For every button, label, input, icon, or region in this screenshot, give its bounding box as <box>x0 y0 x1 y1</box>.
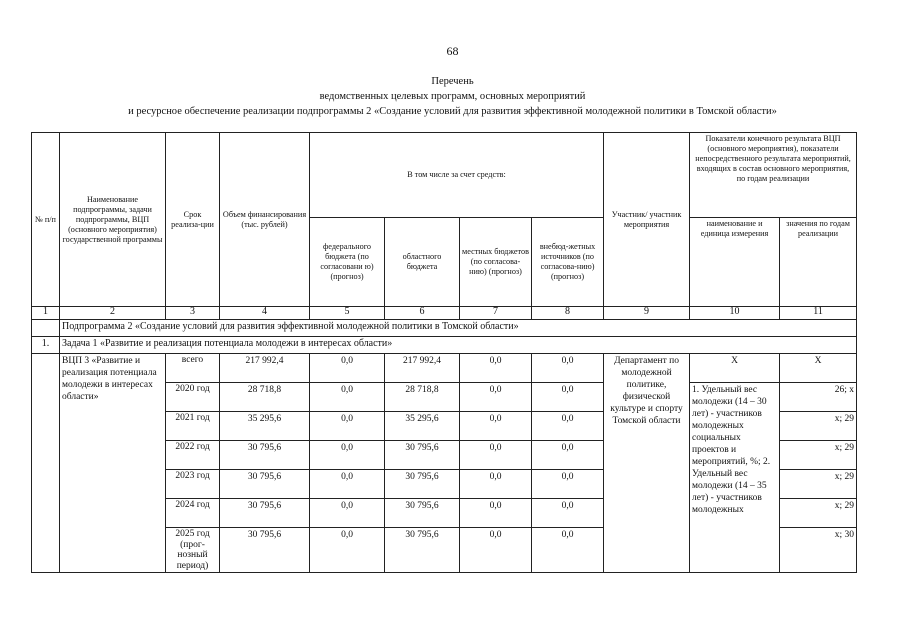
extra-cell: 0,0 <box>532 470 604 499</box>
header-indicator-name: наименование и единица измерения <box>690 218 780 307</box>
title-line-2: ведомственных целевых программ, основных мероприятий <box>319 91 586 102</box>
document-title <box>20 74 885 119</box>
federal-cell: 0,0 <box>310 354 385 383</box>
header-num: № п/п <box>32 133 60 307</box>
column-number: 9 <box>604 307 690 320</box>
local-cell: 0,0 <box>460 528 532 573</box>
federal-cell: 0,0 <box>310 499 385 528</box>
header-extra: внебюд-жетных источников (по согласова-нию) (прогноз) <box>532 218 604 307</box>
header-row-1 <box>32 133 857 218</box>
program-name: ВЦП 3 «Развитие и реализация потенциала молодежи в интересах области» <box>60 354 166 573</box>
local-cell: 0,0 <box>460 383 532 412</box>
header-volume: Объем финансирования (тыс. рублей) <box>220 133 310 307</box>
indicator-text: 1. Удельный вес молодежи (14 – 30 лет) - участников молодежных социальных проектов и мероприятий, %; 2. Удельный вес молодежи (14 – 35 лет) - участников молодежных <box>690 383 780 573</box>
federal-cell: 0,0 <box>310 441 385 470</box>
federal-cell: 0,0 <box>310 470 385 499</box>
header-term: Срок реализа-ции <box>166 133 220 307</box>
column-number: 11 <box>780 307 857 320</box>
extra-cell: 0,0 <box>532 441 604 470</box>
column-number: 1 <box>32 307 60 320</box>
column-number: 3 <box>166 307 220 320</box>
task-num: 1. <box>32 337 60 354</box>
header-indicators-group: Показатели конечного результата ВЦП (основного мероприятия), показатели непосредственного результата мероприятий, входящих в состав основного мероприятия, по годам реализации <box>690 133 857 218</box>
participant-cell: Департамент по молодежной политике, физической культуре и спорту Томской области <box>604 354 690 573</box>
period-cell: 2021 год <box>166 412 220 441</box>
federal-cell: 0,0 <box>310 383 385 412</box>
header-regional: областного бюджета <box>385 218 460 307</box>
header-name: Наименование подпрограммы, задачи подпрограммы, ВЦП (основного мероприятия) государственной программы <box>60 133 166 307</box>
subprogram-row <box>32 320 857 337</box>
regional-cell: 35 295,6 <box>385 412 460 441</box>
period-cell: 2024 год <box>166 499 220 528</box>
local-cell: 0,0 <box>460 499 532 528</box>
extra-cell: 0,0 <box>532 354 604 383</box>
regional-cell: 30 795,6 <box>385 470 460 499</box>
total-cell: 28 718,8 <box>220 383 310 412</box>
extra-cell: 0,0 <box>532 528 604 573</box>
extra-cell: 0,0 <box>532 499 604 528</box>
total-cell: 217 992,4 <box>220 354 310 383</box>
indicator-value-header: Х <box>780 354 857 383</box>
federal-cell: 0,0 <box>310 528 385 573</box>
title-line-3: и ресурсное обеспечение реализации подпрограммы 2 «Создание условий для развития эффективной молодежной политики в Томской области» <box>128 106 777 117</box>
column-number: 7 <box>460 307 532 320</box>
regional-cell: 30 795,6 <box>385 528 460 573</box>
period-cell: 2025 год (прог-нозный период) <box>166 528 220 573</box>
indicator-value: х; 29 <box>780 470 857 499</box>
extra-cell: 0,0 <box>532 383 604 412</box>
period-cell: 2022 год <box>166 441 220 470</box>
header-local: местных бюджетов (по согласова-нию) (прогноз) <box>460 218 532 307</box>
total-cell: 30 795,6 <box>220 441 310 470</box>
title-line-1: Перечень <box>431 76 474 87</box>
local-cell: 0,0 <box>460 412 532 441</box>
period-cell: 2023 год <box>166 470 220 499</box>
column-number: 6 <box>385 307 460 320</box>
program-num-cell <box>32 354 60 573</box>
total-cell: 30 795,6 <box>220 470 310 499</box>
regional-cell: 30 795,6 <box>385 499 460 528</box>
indicator-value: х; 29 <box>780 412 857 441</box>
indicator-value: х; 29 <box>780 499 857 528</box>
indicator-value: х; 30 <box>780 528 857 573</box>
column-number: 2 <box>60 307 166 320</box>
local-cell: 0,0 <box>460 470 532 499</box>
period-cell: 2020 год <box>166 383 220 412</box>
local-cell: 0,0 <box>460 354 532 383</box>
extra-cell: 0,0 <box>532 412 604 441</box>
subprogram-num-cell <box>32 320 60 337</box>
total-cell: 30 795,6 <box>220 528 310 573</box>
column-numbers-row <box>32 307 857 320</box>
column-number: 5 <box>310 307 385 320</box>
regional-cell: 217 992,4 <box>385 354 460 383</box>
task-row <box>32 337 857 354</box>
table-row <box>32 354 857 383</box>
task-title: Задача 1 «Развитие и реализация потенциала молодежи в интересах области» <box>60 337 857 354</box>
column-number: 8 <box>532 307 604 320</box>
period-cell: всего <box>166 354 220 383</box>
indicator-name-header: Х <box>690 354 780 383</box>
page-number: 68 <box>446 44 459 58</box>
local-cell: 0,0 <box>460 441 532 470</box>
header-participant: Участник/ участник мероприятия <box>604 133 690 307</box>
program-table <box>31 132 857 573</box>
federal-cell: 0,0 <box>310 412 385 441</box>
indicator-value: 26; х <box>780 383 857 412</box>
header-sources-group: В том числе за счет средств: <box>310 133 604 218</box>
subprogram-title: Подпрограмма 2 «Создание условий для развития эффективной молодежной политики в Томской области» <box>60 320 857 337</box>
indicator-value: х; 29 <box>780 441 857 470</box>
regional-cell: 28 718,8 <box>385 383 460 412</box>
total-cell: 35 295,6 <box>220 412 310 441</box>
column-number: 10 <box>690 307 780 320</box>
column-number: 4 <box>220 307 310 320</box>
total-cell: 30 795,6 <box>220 499 310 528</box>
header-federal: федерального бюджета (по согласовани ю) (прогноз) <box>310 218 385 307</box>
regional-cell: 30 795,6 <box>385 441 460 470</box>
header-indicator-values: значения по годам реализации <box>780 218 857 307</box>
